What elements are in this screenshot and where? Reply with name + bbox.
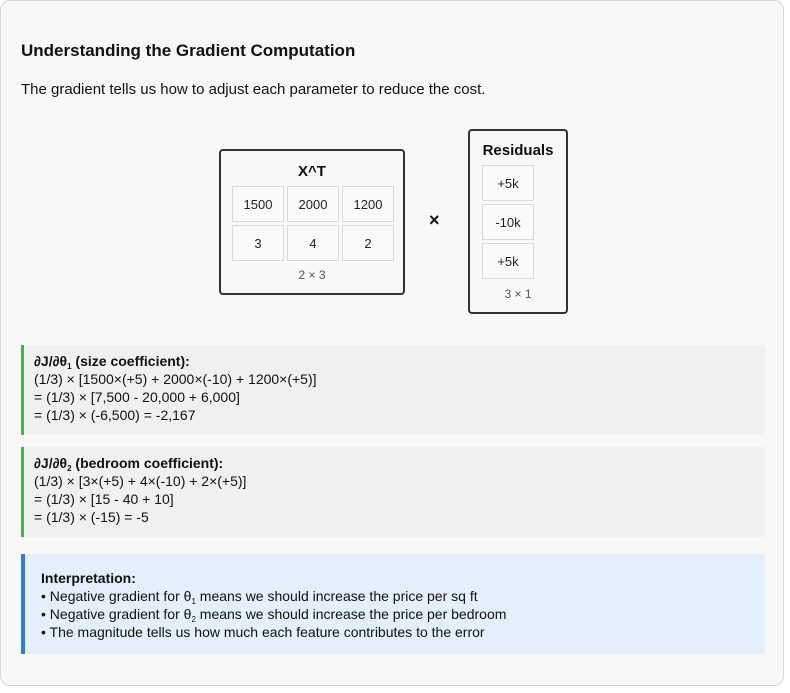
xt-matrix-dims: 2 × 3 — [298, 268, 326, 282]
xt-matrix-grid — [232, 186, 394, 261]
gradient-theta1-block — [21, 345, 765, 435]
xt-cell: 2 — [342, 225, 394, 261]
residuals-matrix-dims: 3 × 1 — [504, 287, 532, 301]
xt-cell: 3 — [232, 225, 284, 261]
xt-cell: 1200 — [342, 186, 394, 222]
xt-cell: 4 — [287, 225, 339, 261]
section-title: Understanding the Gradient Computation — [21, 41, 356, 60]
gradient-theta2-line: (1/3) × [3×(+5) + 4×(-10) + 2×(+5)] — [34, 473, 247, 489]
interpretation-heading: Interpretation: — [41, 570, 136, 586]
residuals-matrix-grid — [482, 165, 534, 279]
residual-cell: +5k — [482, 243, 534, 279]
gradient-theta1-line: = (1/3) × [7,500 - 20,000 + 6,000] — [34, 389, 240, 405]
interpretation-box — [21, 554, 765, 654]
xt-matrix-label: X^T — [298, 163, 326, 180]
interpretation-item: • The magnitude tells us how much each feature contributes to the error — [41, 624, 485, 640]
gradient-theta2-block — [21, 447, 765, 537]
residual-cell: +5k — [482, 165, 534, 201]
interpretation-item: • Negative gradient for $\theta_1$ means we should increase the price per sq ft — [41, 588, 478, 606]
intro-text: The gradient tells us how to adjust each parameter to reduce the cost. — [21, 81, 486, 98]
gradient-theta2-heading: $\partial J/\partial\theta_2$ (bedroom coefficient): — [34, 455, 224, 473]
residuals-matrix-label: Residuals — [482, 142, 554, 159]
xt-matrix — [219, 149, 405, 295]
gradient-theta2-line: = (1/3) × (-15) = -5 — [34, 509, 149, 525]
xt-cell: 2000 — [287, 186, 339, 222]
gradient-theta1-line: (1/3) × [1500×(+5) + 2000×(-10) + 1200×(+5)] — [34, 371, 317, 387]
residual-cell: -10k — [482, 204, 534, 240]
xt-cell: 1500 — [232, 186, 284, 222]
interpretation-item: • Negative gradient for $\theta_2$ means we should increase the price per bedroom — [41, 606, 507, 624]
residuals-matrix — [468, 129, 568, 314]
gradient-theta1-line: = (1/3) × (-6,500) = -2,167 — [34, 407, 196, 423]
multiply-operator: × — [429, 210, 440, 230]
gradient-theta1-heading: $\partial J/\partial\theta_1$ (size coefficient): — [34, 353, 190, 371]
gradient-theta2-line: = (1/3) × [15 - 40 + 10] — [34, 491, 174, 507]
